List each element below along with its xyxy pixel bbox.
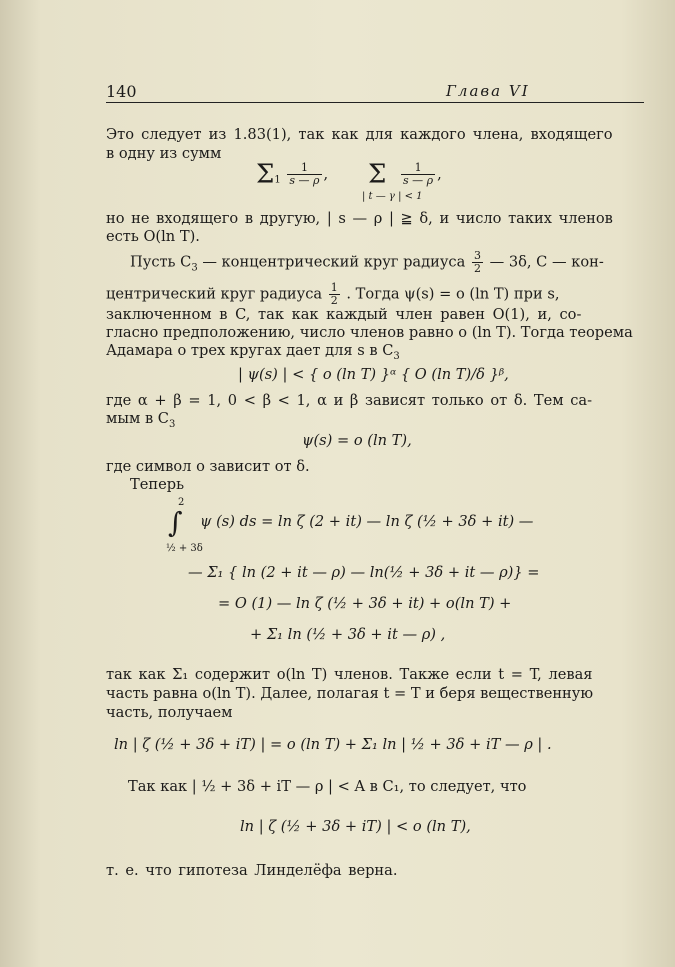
equation-real-part: ln | ζ (½ + 3δ + iT) | = o (ln T) + Σ₁ ln | ½ + 3δ + iT — ρ | . <box>114 736 552 753</box>
chapter-title: Глава VI <box>446 82 530 100</box>
text-line: Это следует из 1.83(1), так как для каждого члена, входящего <box>106 126 613 143</box>
text-line: Адамара о трех кругах дает для s в $C_3$ <box>106 342 400 362</box>
text-line: но не входящего в другую, | s — ρ | ≧ δ, и число таких членов <box>106 210 613 227</box>
page-number: 140 <box>106 82 137 101</box>
text-line: Так как | ½ + 3δ + iT — ρ | < A в C₁, то следует, что <box>128 778 527 795</box>
page-header <box>106 78 644 103</box>
sum-condition: | t — γ | < 1 <box>362 191 423 202</box>
text-line: где символ o зависит от δ. <box>106 458 310 475</box>
integral-line-3: = O (1) — ln ζ (½ + 3δ + it) + o(ln T) + <box>218 595 512 612</box>
equation-psi: ψ(s) = o (ln T), <box>302 432 412 449</box>
text-line: где α + β = 1, 0 < β < 1, α и β зависят только от δ. Тем са- <box>106 392 593 409</box>
equation-hadamard: | ψ(s) | < { o (ln T) }ᵅ { O (ln T)/δ }ᵝ, <box>238 366 509 383</box>
text-line: т. е. что гипотеза Линделёфа верна. <box>106 862 398 879</box>
text-line: центрический круг радиуса $\frac{1}{2}$ . Тогда ψ(s) = o (ln T) при s, <box>106 281 560 307</box>
text-line: Пусть $C_3$ — концентрический круг радиуса $\frac{3}{2}$ — 3δ, C — кон- <box>130 249 604 275</box>
integral-lower-limit: ½ + 3δ <box>166 543 203 554</box>
text-line: Теперь <box>130 476 185 493</box>
equation-lindelof: ln | ζ (½ + 3δ + iT) | < o (ln T), <box>240 818 471 835</box>
text-line: в одну из сумм <box>106 145 222 162</box>
text-line: есть O(ln T). <box>106 228 200 245</box>
text-line: гласно предположению, число членов равно o (ln T). Тогда теорема <box>106 324 633 341</box>
integral-sign: ∫ <box>168 506 183 539</box>
text-line: часть равна o(ln T). Далее, полагая t = T и беря вещественную <box>106 685 594 702</box>
text-line: часть, получаем <box>106 704 233 721</box>
integral-line-1: ψ (s) ds = ln ζ (2 + it) — ln ζ (½ + 3δ + it) — <box>200 513 534 530</box>
integral-line-4: + Σ₁ ln (½ + 3δ + it — ρ) , <box>250 626 446 643</box>
integral-upper-limit: 2 <box>178 497 185 508</box>
text-line: так как Σ₁ содержит o(ln T) членов. Также если t = T, левая <box>106 666 593 683</box>
text-line: заключенном в C, так как каждый член равен O(1), и, со- <box>106 306 582 323</box>
sum-expression-1: $\Sigma_1$ $\frac{1}{s — \rho}$ , <box>256 159 329 190</box>
integral-line-2: — Σ₁ { ln (2 + it — ρ) — ln(½ + 3δ + it — ρ)} = <box>188 564 540 581</box>
sum-expression-2: Σ $\frac{1}{s — \rho}$ , <box>368 159 442 190</box>
text-line: мым в $C_3$ <box>106 410 176 430</box>
